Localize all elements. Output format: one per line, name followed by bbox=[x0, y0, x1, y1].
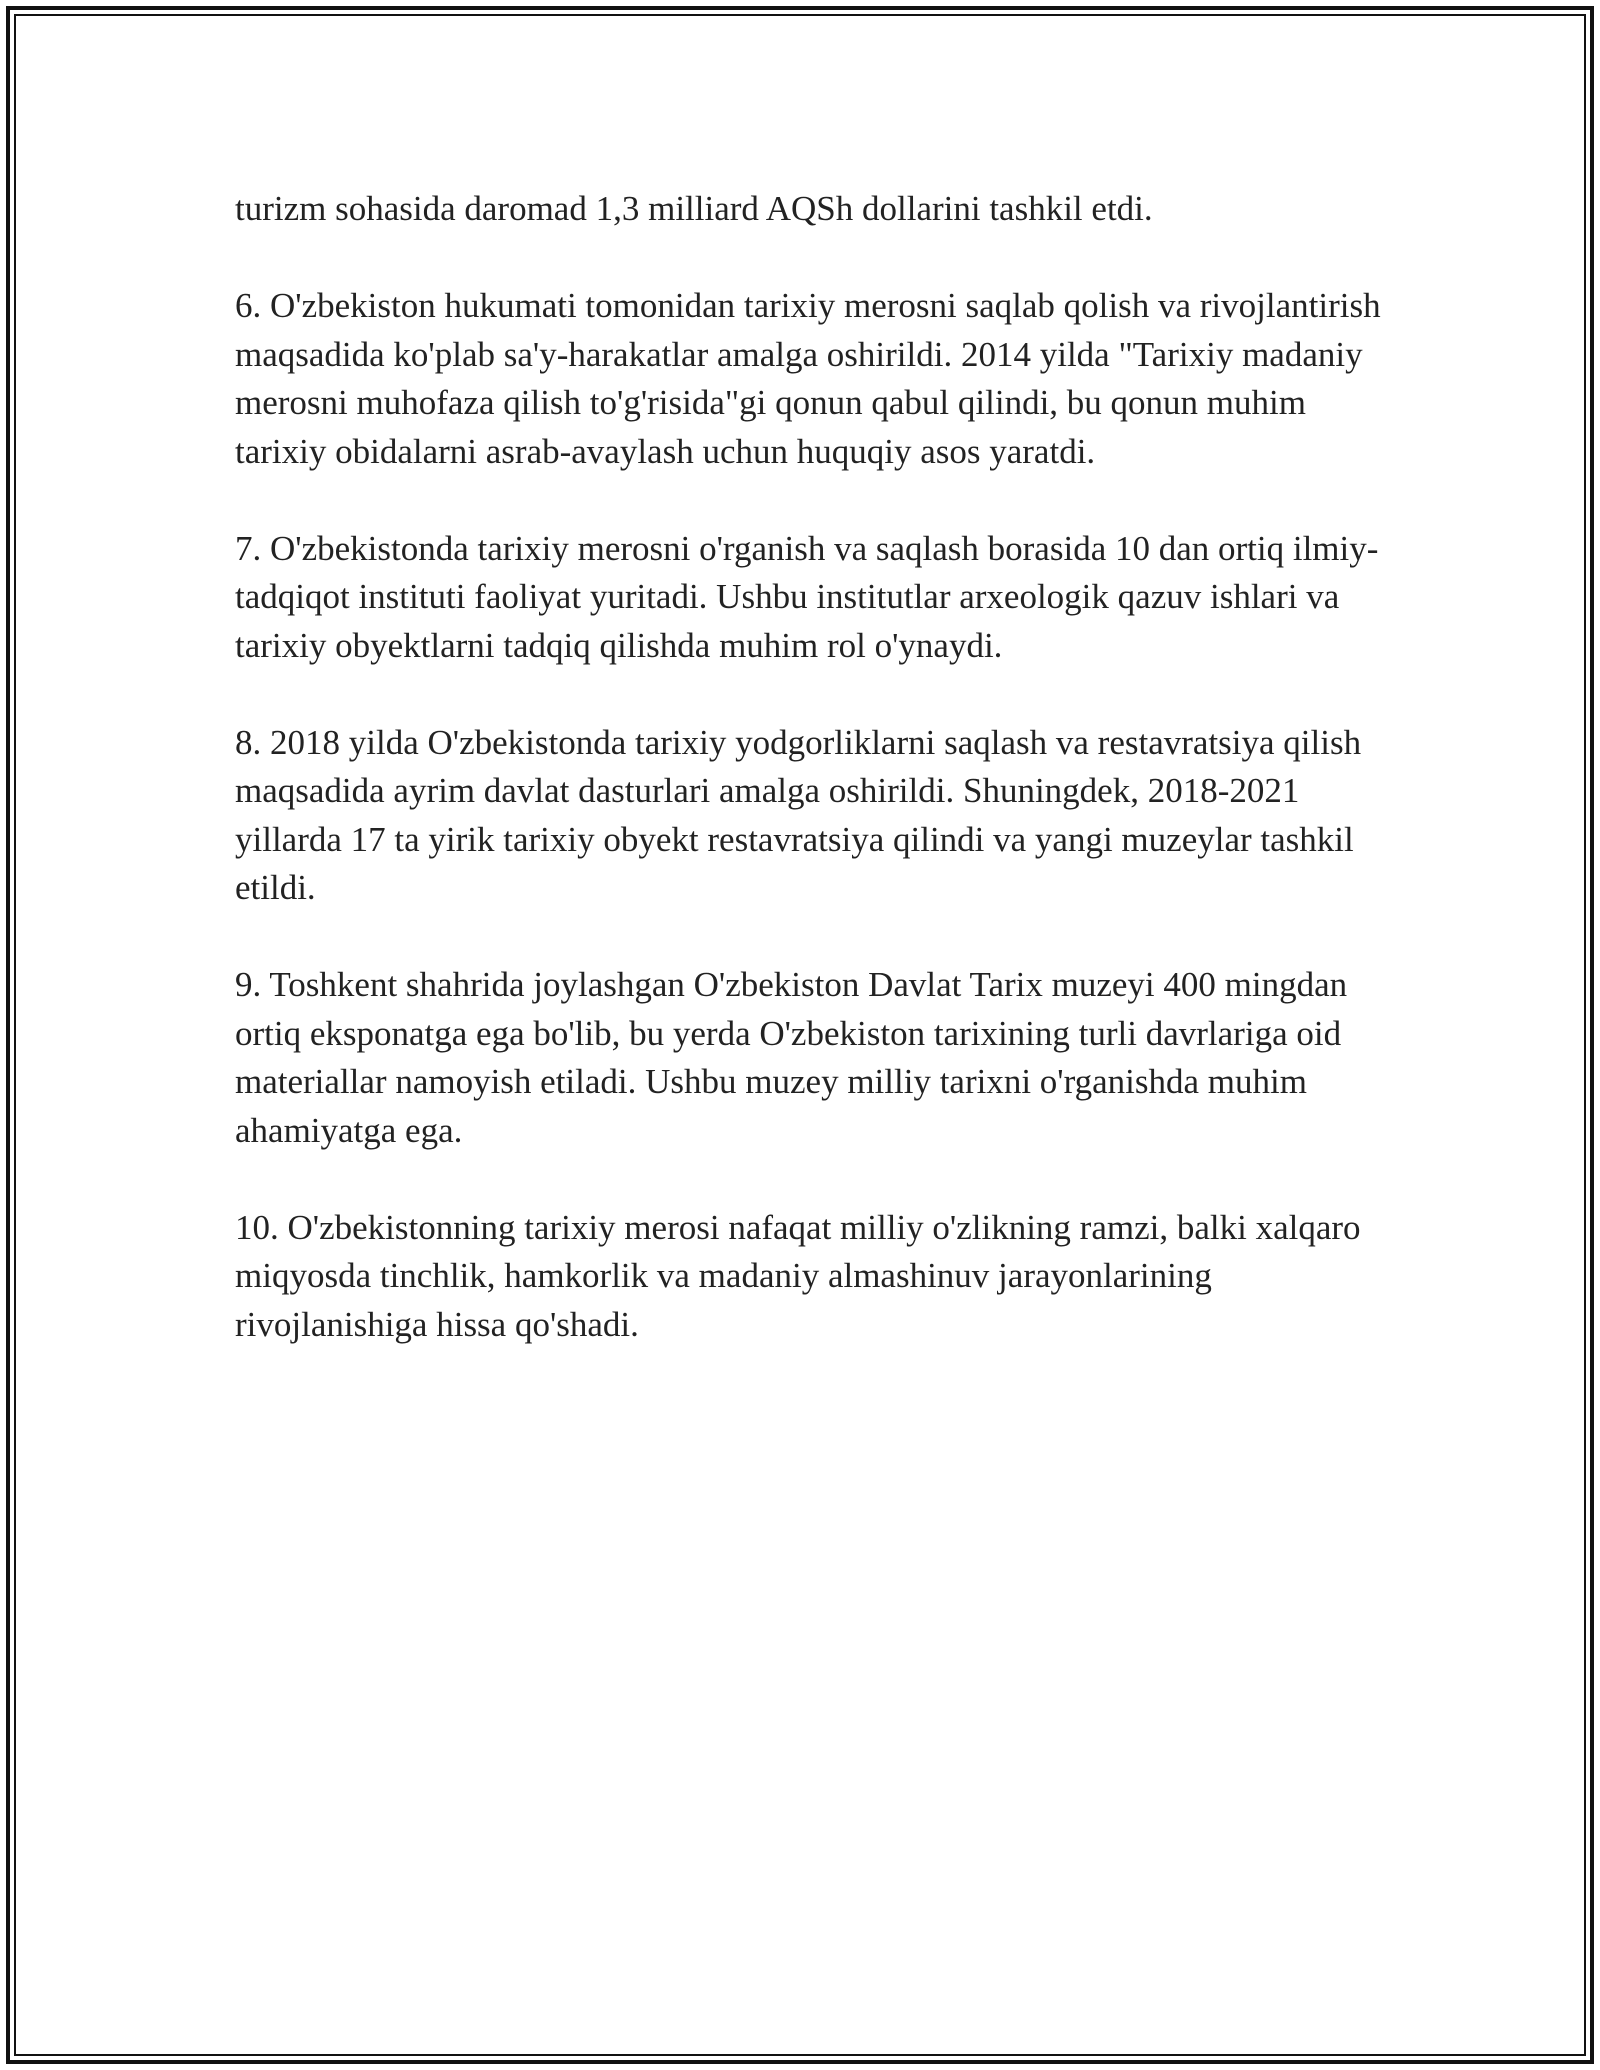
paragraph-item-10: 10. O'zbekistonning tarixiy merosi nafaqat milliy o'zlikning ramzi, balki xalqaro miqyosda tinchlik, hamkorlik va madaniy almashinuv jarayonlarining rivojlanishiga hissa qo'shadi. bbox=[235, 1207, 1361, 1344]
document-body bbox=[235, 185, 1395, 1398]
paragraph-continuation: turizm sohasida daromad 1,3 milliard AQSh dollarini tashkil etdi. bbox=[235, 189, 1153, 228]
paragraph-item-9: 9. Toshkent shahrida joylashgan O'zbekiston Davlat Tarix muzeyi 400 mingdan ortiq eksponatga ega bo'lib, bu yerda O'zbekiston tarixining turli davrlariga oid materiallar namoyish etiladi. Ushbu muzey milliy tarixni o'rganishda muhim ahamiyatga ega. bbox=[235, 965, 1348, 1150]
paragraph-item-6: 6. O'zbekiston hukumati tomonidan tarixiy merosni saqlab qolish va rivojlantirish maqsadida ko'plab sa'y-harakatlar amalga oshirildi. 2014 yilda "Tarixiy madaniy merosni muhofaza qilish to'g'risida"gi qonun qabul qilindi, bu qonun muhim tarixiy obidalarni asrab-avaylash uchun huquqiy asos yaratdi. bbox=[235, 286, 1381, 471]
paragraph-item-7: 7. O'zbekistonda tarixiy merosni o'rganish va saqlash borasida 10 dan ortiq ilmiy-tadqiqot instituti faoliyat yuritadi. Ushbu institutlar arxeologik qazuv ishlari va tarixiy obyektlarni tadqiq qilishda muhim rol o'ynaydi. bbox=[235, 528, 1379, 665]
paragraph-item-8: 8. 2018 yilda O'zbekistonda tarixiy yodgorliklarni saqlash va restavratsiya qilish maqsadida ayrim davlat dasturlari amalga oshirildi. Shuningdek, 2018-2021 yillarda 17 ta yirik tarixiy obyekt restavratsiya qilindi va yangi muzeylar tashkil etildi. bbox=[235, 722, 1362, 907]
